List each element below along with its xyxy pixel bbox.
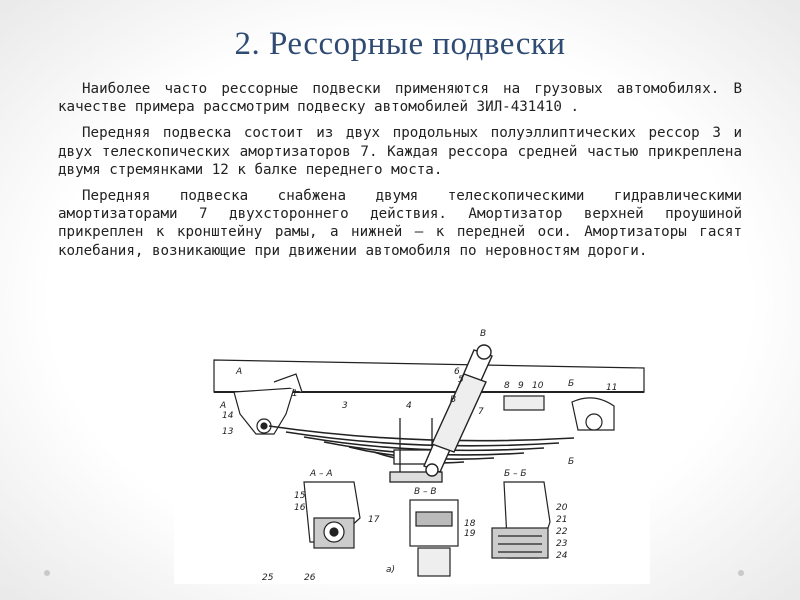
label-n17: 17 — [368, 515, 380, 525]
label-n21: 21 — [556, 515, 568, 525]
suspension-drawing — [174, 322, 650, 584]
paragraph-2: Передняя подвеска состоит из двух продольных полуэллиптических рессор 3 и двух телескопических амортизаторов 7. Каждая рессора средней частью прикреплена двумя стремянками 12 к балке переднего моста. — [58, 125, 742, 178]
label-n25: 25 — [262, 573, 274, 583]
label-V-top: В — [480, 329, 487, 339]
slide-body — [58, 80, 742, 268]
label-n14: 14 — [222, 411, 234, 421]
label-A-left: А — [220, 401, 227, 411]
label-n16: 16 — [294, 503, 306, 513]
label-n15: 15 — [294, 491, 306, 501]
section-aa — [304, 482, 360, 548]
label-n13: 13 — [222, 427, 234, 437]
label-n11: 11 — [606, 383, 618, 393]
label-n8: 8 — [504, 381, 510, 391]
label-n19: 19 — [464, 529, 476, 539]
label-section-vv: В – В — [414, 487, 437, 497]
label-n6: 6 — [454, 367, 460, 377]
label-section-bb: Б – Б — [504, 469, 527, 479]
figure-caption: а) — [386, 565, 396, 575]
label-B-top: Б — [568, 379, 575, 389]
paragraph-1: Наиболее часто рессорные подвески применяются на грузовых автомобилях. В качестве примера рассмотрим подвеску автомобилей ЗИЛ-431410 . — [58, 81, 742, 116]
corner-dot-right — [738, 570, 744, 576]
label-A-top: А — [236, 367, 243, 377]
label-n5: 5 — [458, 375, 464, 385]
label-n20: 20 — [556, 503, 568, 513]
label-n24: 24 — [556, 551, 568, 561]
corner-dot-left — [44, 570, 50, 576]
label-V-side: В — [450, 395, 457, 405]
label-n18: 18 — [464, 519, 476, 529]
suspension-diagram — [174, 322, 650, 584]
label-n9: 9 — [518, 381, 524, 391]
paragraph-3: Передняя подвеска снабжена двумя телескопическими гидравлическими амортизаторами 7 двухстороннего действия. Амортизатор верхней проушиной прикреплен к кронштейну рамы, а нижней – к передней оси. Амортизаторы гасят колебания, возникающие при движении автомобиля по неровностям дороги. — [58, 188, 742, 259]
label-n22: 22 — [556, 527, 568, 537]
label-n4: 4 — [406, 401, 412, 411]
label-n26: 26 — [304, 573, 316, 583]
slide-title: 2. Рессорные подвески — [234, 26, 566, 62]
label-n10: 10 — [532, 381, 544, 391]
label-B-bot: Б — [568, 457, 575, 467]
label-section-aa: А – А — [310, 469, 333, 479]
label-n1: 1 — [292, 389, 298, 399]
label-n3: 3 — [342, 401, 348, 411]
label-n7: 7 — [478, 407, 484, 417]
label-n23: 23 — [556, 539, 568, 549]
